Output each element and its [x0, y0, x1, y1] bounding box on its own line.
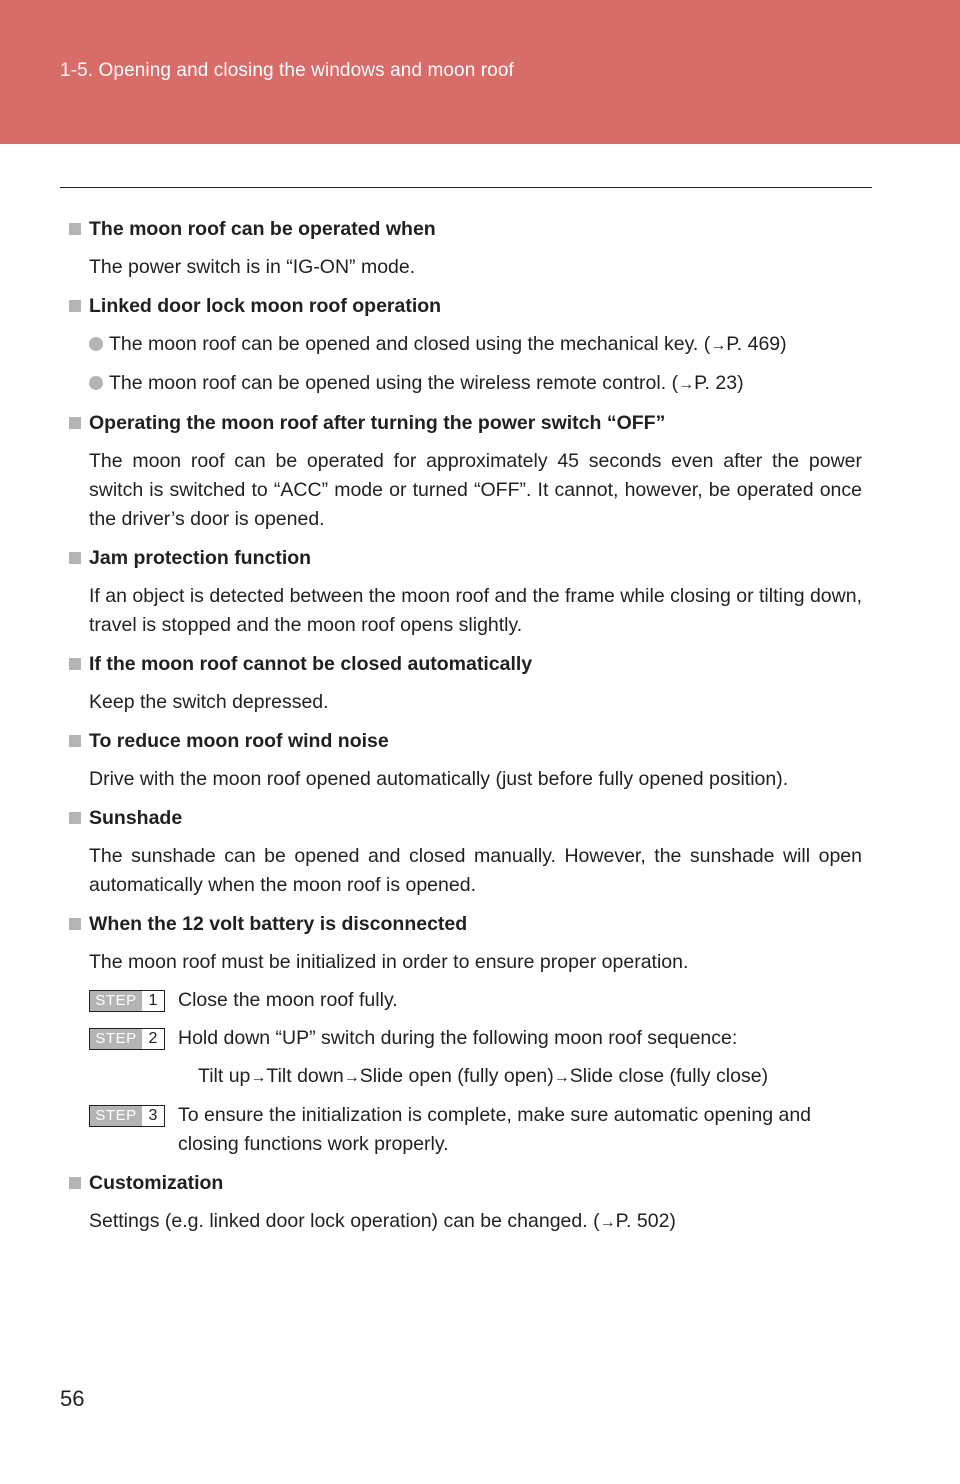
section-heading-customization [68, 1168, 862, 1198]
section-heading-cannot-close [68, 649, 862, 679]
section-text: If an object is detected between the moon roof and the frame while closing or tilting down, travel is stopped and the moon roof opens slightly. [89, 585, 862, 636]
step-text: To ensure the initialization is complete, make sure automatic opening and closing functions work properly. [178, 1104, 812, 1155]
heading-text: The moon roof can be operated when [89, 218, 436, 240]
arrow-icon: → [343, 1069, 360, 1086]
section-heading-battery [68, 909, 862, 939]
section-text: Keep the switch depressed. [89, 691, 329, 713]
arrow-icon: → [599, 1214, 616, 1231]
chapter-title: 1-5. Opening and closing the windows and moon roof [60, 60, 514, 81]
step-word: STEP [90, 1106, 142, 1126]
section-heading-operated [68, 214, 862, 244]
chapter-header [0, 0, 960, 144]
step-number: 3 [148, 1107, 158, 1124]
page-reference[interactable]: P. 502) [615, 1210, 676, 1232]
section-heading-linked [68, 291, 862, 321]
section-heading-wind-noise [68, 726, 862, 756]
heading-text: If the moon roof cannot be closed automatically [89, 653, 533, 675]
section-heading-sunshade [68, 803, 862, 833]
arrow-icon: → [553, 1069, 570, 1086]
heading-text: When the 12 volt battery is disconnected [89, 913, 468, 935]
section-text: Drive with the moon roof opened automatically (just before fully opened position). [89, 768, 789, 790]
heading-text: Sunshade [89, 807, 183, 829]
heading-square-icon [69, 417, 81, 429]
step-badge [89, 990, 165, 1012]
heading-square-icon [69, 658, 81, 670]
sequence-item: Tilt down [266, 1065, 344, 1087]
arrow-icon: → [250, 1069, 267, 1086]
heading-square-icon [69, 1177, 81, 1189]
section-text: The moon roof must be initialized in order to ensure proper operation. [89, 951, 689, 973]
page-reference[interactable]: P. 23) [694, 372, 744, 394]
step-badge [89, 1105, 165, 1127]
content [68, 214, 862, 1246]
bullet-item [68, 330, 862, 360]
heading-text: To reduce moon roof wind noise [89, 730, 389, 752]
section-text: The sunshade can be opened and closed manually. However, the sunshade will open automatically when the moon roof is opened. [89, 845, 862, 896]
bullet-text: The moon roof can be opened using the wireless remote control. ( [109, 372, 679, 394]
bullet-dot-icon [89, 376, 103, 390]
bullet-item [68, 369, 862, 399]
step-item [68, 1024, 862, 1053]
section-heading-jam [68, 543, 862, 573]
arrow-icon: → [678, 376, 695, 393]
divider [60, 187, 872, 188]
bullet-dot-icon [89, 337, 103, 351]
heading-text: Operating the moon roof after turning the power switch “OFF” [89, 412, 666, 434]
section-text: The moon roof can be operated for approximately 45 seconds even after the power switch is switched to “ACC” mode or turned “OFF”. It cannot, however, be operated once the driver’s door is opened. [89, 450, 862, 530]
heading-square-icon [69, 735, 81, 747]
bullet-text: The moon roof can be opened and closed using the mechanical key. ( [109, 333, 711, 355]
heading-square-icon [69, 223, 81, 235]
step-item [68, 1101, 862, 1159]
section-text [68, 1207, 862, 1237]
step-word: STEP [90, 991, 142, 1011]
step-item [68, 986, 862, 1015]
customization-text: Settings (e.g. linked door lock operation) can be changed. ( [89, 1210, 600, 1232]
step-word: STEP [90, 1029, 142, 1049]
sequence-item: Slide open (fully open) [359, 1065, 554, 1087]
step-number: 2 [148, 1030, 158, 1047]
heading-text: Customization [89, 1172, 224, 1194]
heading-square-icon [69, 918, 81, 930]
step-text: Hold down “UP” switch during the following moon roof sequence: [178, 1027, 738, 1049]
heading-square-icon [69, 300, 81, 312]
heading-text: Jam protection function [89, 547, 312, 569]
step-badge [89, 1028, 165, 1050]
step-text: Close the moon roof fully. [178, 989, 398, 1011]
section-text: The power switch is in “IG-ON” mode. [89, 256, 416, 278]
page-number: 56 [60, 1386, 85, 1411]
heading-square-icon [69, 552, 81, 564]
heading-square-icon [69, 812, 81, 824]
section-heading-after-off [68, 408, 862, 438]
arrow-icon: → [710, 337, 727, 354]
heading-text: Linked door lock moon roof operation [89, 295, 442, 317]
sequence-item: Slide close (fully close) [569, 1065, 769, 1087]
step-number: 1 [148, 992, 158, 1009]
page-reference[interactable]: P. 469) [726, 333, 787, 355]
sequence-item: Tilt up [198, 1065, 251, 1087]
sequence [68, 1062, 862, 1092]
